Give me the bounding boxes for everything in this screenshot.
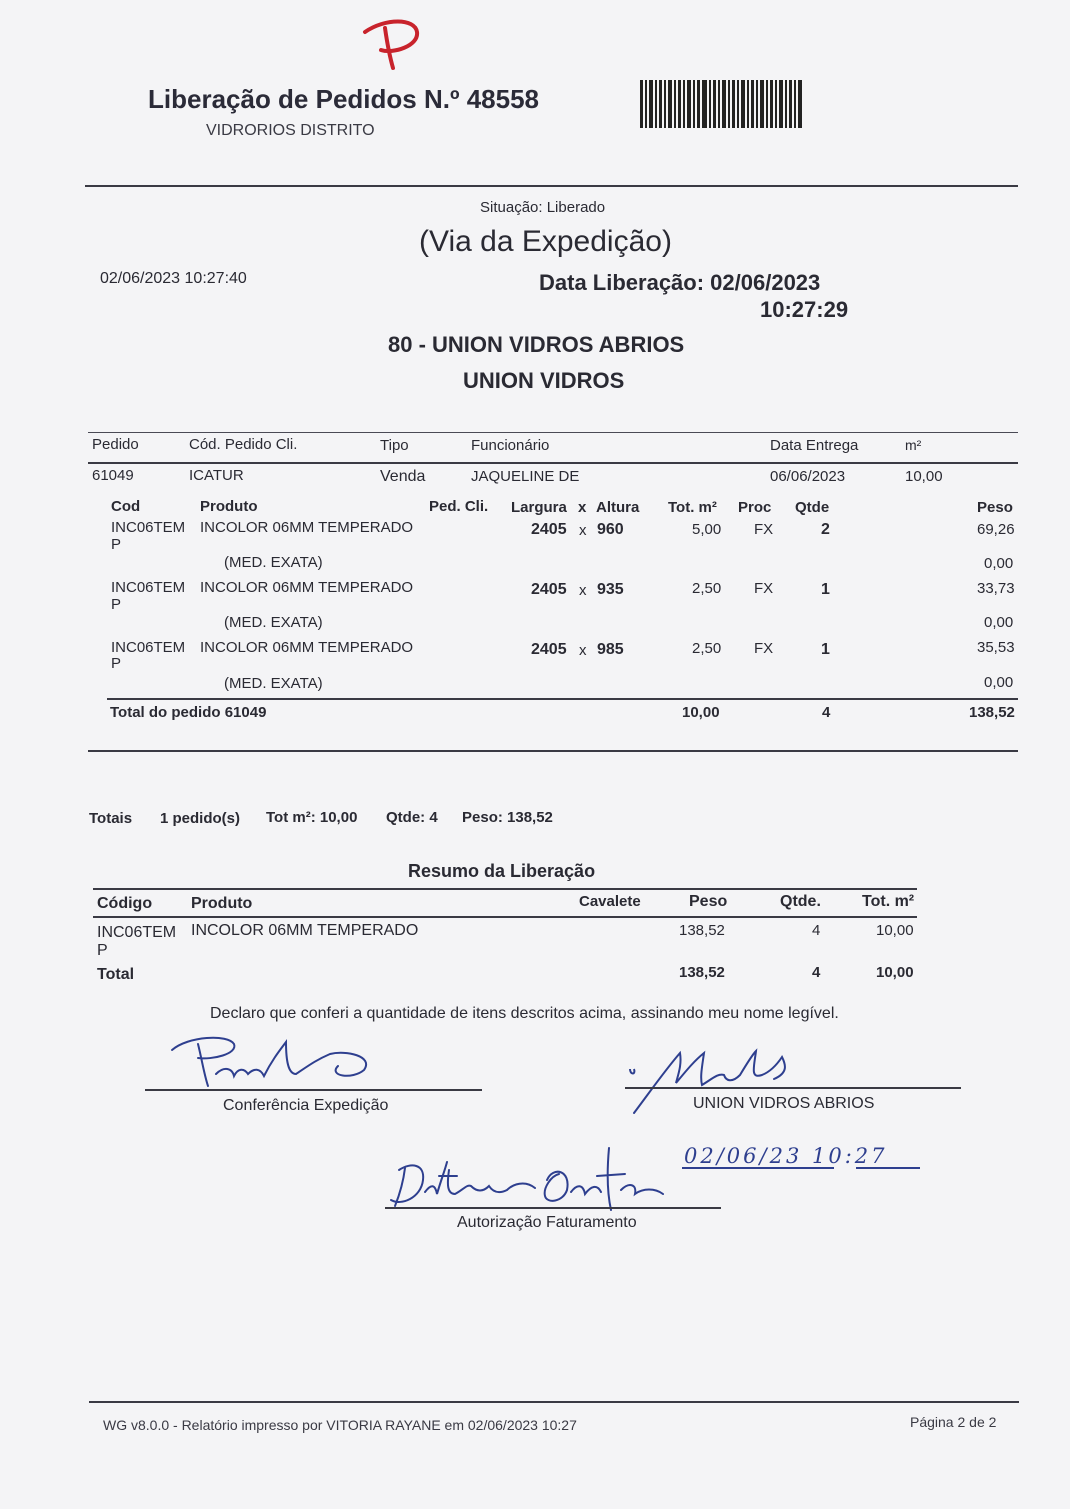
divider (107, 698, 1018, 700)
items-col-proc: Proc (738, 499, 772, 516)
item-proc: FX (754, 640, 774, 657)
item-produto: INCOLOR 06MM TEMPERADO (200, 519, 414, 536)
divider (89, 1401, 1019, 1403)
item-x: x (579, 522, 587, 539)
item-cod: INC06TEM (111, 519, 186, 536)
item-note-peso: 0,00 (984, 674, 1014, 691)
item-cod-suffix: P (111, 596, 122, 613)
item-largura: 2405 (531, 521, 567, 538)
summary-col-peso: Peso (689, 893, 728, 910)
employee: JAQUELINE DE (471, 468, 580, 485)
items-col-cod: Cod (111, 498, 141, 515)
order-m2: 10,00 (905, 468, 943, 485)
divider (88, 750, 1018, 752)
handwritten-datetime: 02/06/23 10:27 (684, 1144, 888, 1168)
item-altura: 960 (597, 521, 624, 538)
item-altura: 985 (597, 641, 624, 658)
col-m2: m² (905, 437, 922, 453)
totals-pedidos: 1 pedido(s) (160, 810, 241, 827)
item-peso: 35,53 (977, 639, 1015, 656)
summary-col-codigo: Código (97, 895, 153, 912)
item-altura: 935 (597, 581, 624, 598)
item-produto: INCOLOR 06MM TEMPERADO (200, 579, 414, 596)
signature-label-expedicao: Conferência Expedição (223, 1097, 389, 1114)
item-tot-m2: 5,00 (692, 521, 722, 538)
item-cod-suffix: P (111, 536, 122, 553)
summary-col-produto: Produto (191, 895, 253, 912)
summary-produto: INCOLOR 06MM TEMPERADO (191, 922, 419, 939)
signature-line (625, 1087, 961, 1089)
item-note: (MED. EXATA) (224, 554, 323, 571)
summary-col-cavalete: Cavalete (579, 893, 641, 910)
item-tot-m2: 2,50 (692, 580, 722, 597)
signature-label-faturamento: Autorização Faturamento (457, 1214, 637, 1231)
item-qtde: 1 (821, 641, 830, 658)
summary-qtde: 4 (812, 922, 821, 939)
summary-tot-m2: 10,00 (876, 922, 914, 939)
order-total-qtde: 4 (822, 704, 831, 721)
handwritten-p-mark (355, 10, 435, 80)
items-col-largura: Largura (511, 499, 567, 516)
footer-page-number: Página 2 de 2 (910, 1414, 997, 1430)
divider (93, 888, 917, 890)
barcode (638, 80, 808, 132)
printed-at: 02/06/2023 10:27:40 (100, 270, 247, 287)
summary-total-qtde: 4 (812, 964, 821, 981)
status: Situação: Liberado (480, 199, 606, 216)
divider (88, 432, 1018, 433)
summary-codigo-suffix: P (97, 942, 108, 959)
items-col-qtde: Qtde (795, 499, 830, 516)
item-largura: 2405 (531, 641, 567, 658)
items-col-altura: Altura (596, 499, 640, 516)
item-note: (MED. EXATA) (224, 675, 323, 692)
item-note-peso: 0,00 (984, 555, 1014, 572)
item-peso: 69,26 (977, 521, 1015, 538)
declaration: Declaro que conferi a quantidade de itens descritos acima, assinando meu nome legível. (210, 1005, 839, 1022)
item-x: x (579, 642, 587, 659)
release-date: Data Liberação: 02/06/2023 (539, 270, 821, 295)
footer-printed-by: WG v8.0.0 - Relatório impresso por VITORIA RAYANE em 02/06/2023 10:27 (103, 1417, 577, 1433)
item-x: x (579, 582, 587, 599)
client-order-code: ICATUR (189, 467, 244, 484)
totals-label: Totais (89, 810, 133, 827)
item-tot-m2: 2,50 (692, 640, 722, 657)
copy-type: (Via da Expedição) (419, 225, 672, 258)
item-cod: INC06TEM (111, 579, 186, 596)
item-largura: 2405 (531, 581, 567, 598)
item-peso: 33,73 (977, 580, 1015, 597)
item-proc: FX (754, 580, 774, 597)
summary-col-qtde: Qtde. (780, 893, 821, 910)
divider (93, 916, 917, 918)
document-title: Liberação de Pedidos N.º 48558 (148, 84, 539, 114)
order-total-m2: 10,00 (682, 704, 720, 721)
items-col-ped-cli: Ped. Cli. (429, 498, 489, 515)
divider (88, 462, 1018, 464)
item-qtde: 1 (821, 581, 830, 598)
items-col-x: x (578, 499, 587, 516)
totals-qtde: Qtde: 4 (386, 809, 438, 826)
signature-line (145, 1089, 482, 1091)
summary-total-tot-m2: 10,00 (876, 964, 914, 981)
summary-peso: 138,52 (679, 922, 725, 939)
col-pedido: Pedido (92, 436, 139, 453)
order-total-peso: 138,52 (969, 704, 1015, 721)
summary-total-label: Total (97, 966, 135, 983)
items-col-peso: Peso (977, 499, 1013, 516)
item-cod: INC06TEM (111, 639, 186, 656)
item-qtde: 2 (821, 521, 830, 538)
col-funcionario: Funcionário (471, 437, 550, 454)
totals-peso: Peso: 138,52 (462, 809, 553, 826)
signature-paulo (168, 1030, 388, 1090)
items-col-tot-m2: Tot. m² (668, 499, 717, 516)
item-note: (MED. EXATA) (224, 614, 323, 631)
col-tipo: Tipo (380, 437, 409, 454)
summary-codigo: INC06TEM (97, 924, 177, 941)
delivery-date: 06/06/2023 (770, 468, 846, 485)
company-name: VIDRORIOS DISTRITO (206, 122, 375, 139)
order-number: 61049 (92, 467, 134, 484)
col-data-entrega: Data Entrega (770, 437, 859, 454)
client-name: 80 - UNION VIDROS ABRIOS (388, 332, 685, 357)
order-total-label: Total do pedido 61049 (110, 704, 267, 721)
item-note-peso: 0,00 (984, 614, 1014, 631)
col-cod-pedido-cli: Cód. Pedido Cli. (189, 436, 298, 453)
signature-line (385, 1207, 721, 1209)
summary-title: Resumo da Liberação (408, 861, 596, 881)
signature-label-client: UNION VIDROS ABRIOS (693, 1095, 875, 1112)
item-proc: FX (754, 521, 774, 538)
item-cod-suffix: P (111, 655, 122, 672)
order-type: Venda (380, 468, 426, 485)
summary-col-tot-m2: Tot. m² (862, 893, 915, 910)
divider (85, 185, 1018, 187)
totals-m2: Tot m²: 10,00 (266, 809, 358, 826)
client-short-name: UNION VIDROS (463, 368, 625, 393)
item-produto: INCOLOR 06MM TEMPERADO (200, 639, 414, 656)
summary-total-peso: 138,52 (679, 964, 725, 981)
release-time: 10:27:29 (760, 297, 849, 322)
items-col-produto: Produto (200, 498, 258, 515)
